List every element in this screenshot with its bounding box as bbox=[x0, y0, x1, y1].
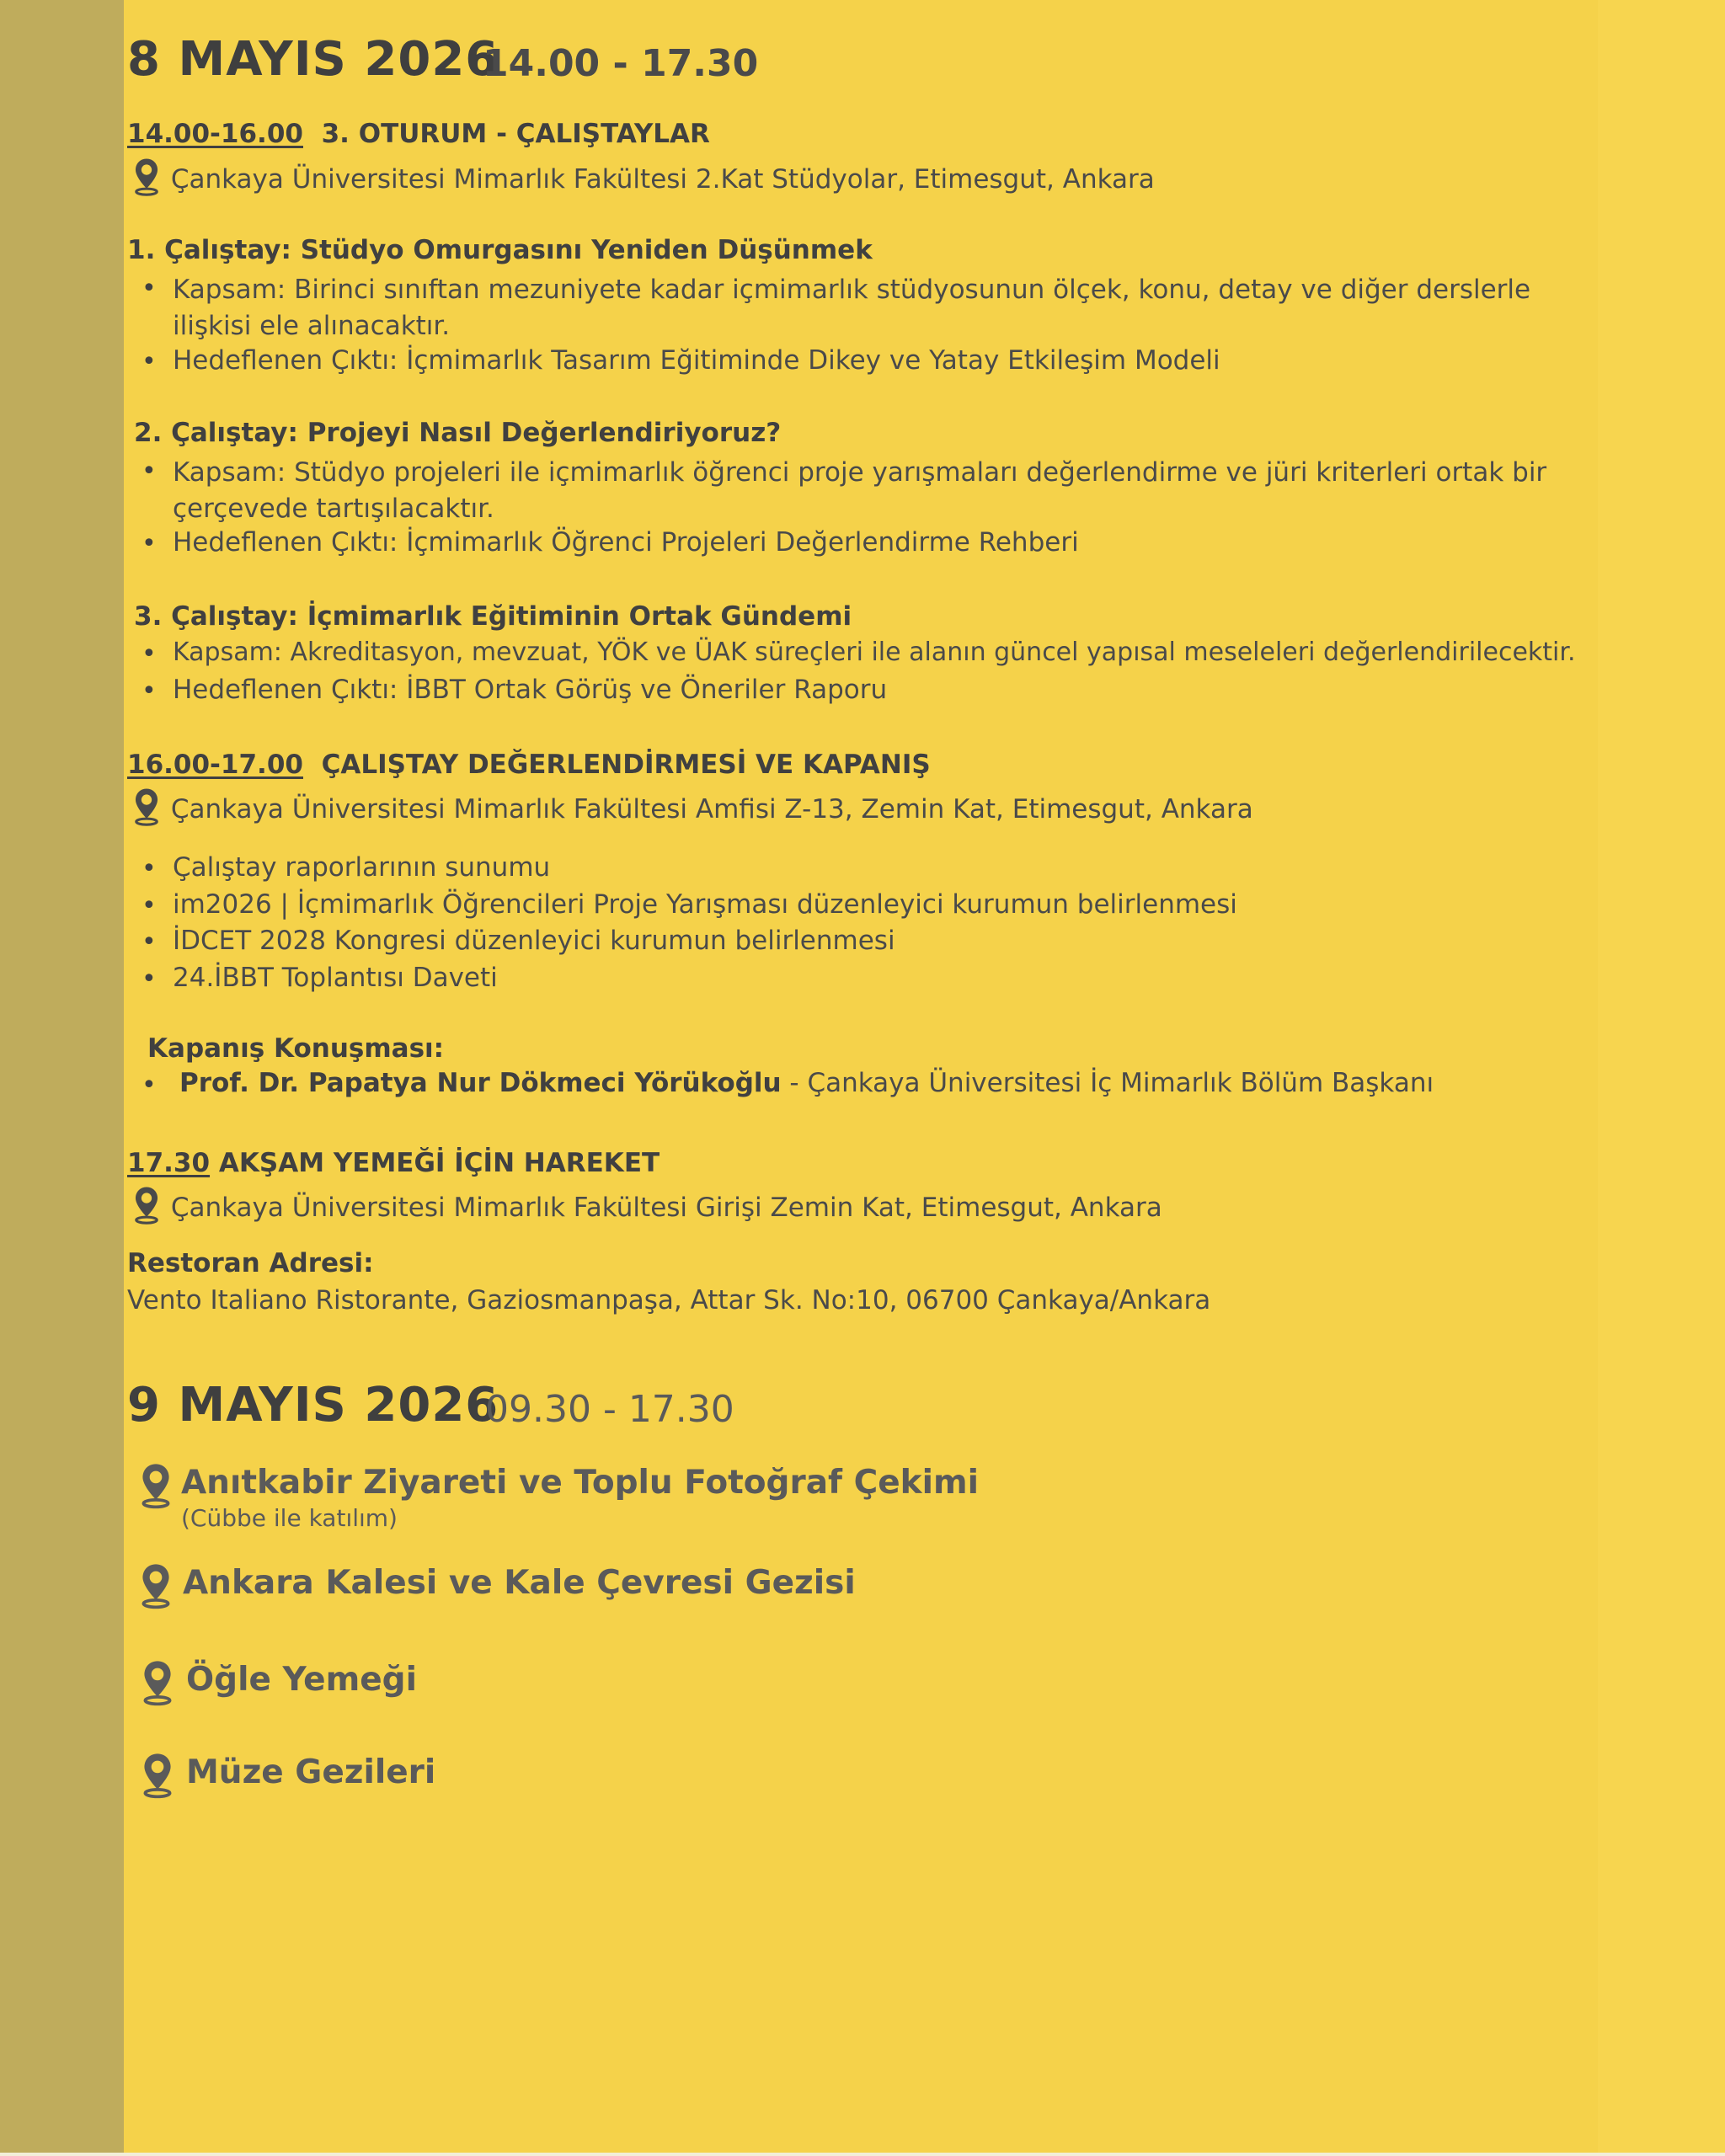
bullet-dot: • bbox=[142, 964, 157, 994]
location-pin-icon bbox=[131, 787, 163, 826]
session-time: 17.30 bbox=[127, 1148, 211, 1178]
item-title: Ankara Kalesi ve Kale Çevresi Gezisi bbox=[183, 1564, 856, 1602]
item-title: Anıtkabir Ziyareti ve Toplu Fotoğraf Çekimi bbox=[181, 1464, 979, 1502]
closing-item-3: İDCET 2028 Kongresi düzenleyici kurumun belirlenmesi bbox=[173, 926, 895, 956]
day1-date: 8 MAYIS 2026 bbox=[127, 32, 499, 87]
workshop-1-output: Hedeflenen Çıktı: İçmimarlık Tasarım Eğitiminde Dikey ve Yatay Etkileşim Modeli bbox=[173, 345, 1220, 376]
session-time: 16.00-17.00 bbox=[127, 750, 303, 780]
session-title: AKŞAM YEMEĞİ İÇİN HAREKET bbox=[218, 1148, 660, 1178]
session-heading-workshops bbox=[127, 119, 710, 149]
workshop-3-title: 3. Çalıştay: İçmimarlık Eğitiminin Ortak Gündemi bbox=[134, 601, 852, 632]
left-side-band bbox=[0, 0, 124, 2153]
session-heading-closing bbox=[127, 750, 931, 780]
bullet-dot: • bbox=[142, 676, 157, 706]
session-location bbox=[131, 157, 1155, 196]
bullet-dot: • bbox=[142, 456, 157, 486]
session-title: 3. OTURUM - ÇALIŞTAYLAR bbox=[321, 119, 710, 149]
location-pin-icon bbox=[139, 1752, 176, 1799]
session-time: 14.00-16.00 bbox=[127, 119, 303, 149]
location-text: Çankaya Üniversitesi Mimarlık Fakültesi Amfisi Z-13, Zemin Kat, Etimesgut, Ankara bbox=[170, 794, 1253, 825]
day2-date: 9 MAYIS 2026 bbox=[127, 1378, 499, 1433]
item-title: Müze Gezileri bbox=[186, 1753, 436, 1791]
closing-speech-label: Kapanış Konuşması: bbox=[147, 1033, 445, 1064]
workshop-1-title: 1. Çalıştay: Stüdyo Omurgasını Yeniden Düşünmek bbox=[127, 235, 873, 265]
bottom-edge bbox=[0, 2153, 1725, 2156]
closing-item-2: im2026 | İçmimarlık Öğrencileri Proje Yarışması düzenleyici kurumun belirlenmesi bbox=[173, 889, 1237, 920]
bullet-dot: • bbox=[142, 529, 157, 558]
location-pin-icon bbox=[139, 1659, 176, 1706]
workshop-3-scope: Kapsam: Akreditasyon, mevzuat, YÖK ve ÜAK süreçleri ile alanın güncel yapısal meseleleri değerlendirilecektir. bbox=[173, 638, 1576, 667]
session-location bbox=[131, 787, 1253, 826]
restaurant-address: Vento Italiano Ristorante, Gaziosmanpaşa, Attar Sk. No:10, 06700 Çankaya/Ankara bbox=[127, 1285, 1211, 1315]
location-pin-icon bbox=[131, 1186, 163, 1225]
session-location bbox=[131, 1186, 1162, 1225]
closing-item-1: Çalıştay raporlarının sunumu bbox=[173, 852, 551, 883]
session-title: ÇALIŞTAY DEĞERLENDİRMESİ VE KAPANIŞ bbox=[321, 750, 931, 780]
speaker-name: Prof. Dr. Papatya Nur Dökmeci Yörükoğlu bbox=[179, 1068, 782, 1098]
bullet-dot: • bbox=[142, 347, 157, 376]
workshop-2-output: Hedeflenen Çıktı: İçmimarlık Öğrenci Projeleri Değerlendirme Rehberi bbox=[173, 527, 1079, 558]
closing-speech-speaker bbox=[179, 1068, 1434, 1098]
speaker-role: - Çankaya Üniversitesi İç Mimarlık Bölüm Başkanı bbox=[781, 1068, 1434, 1098]
item-note: (Cübbe ile katılım) bbox=[181, 1504, 398, 1532]
location-pin-icon bbox=[137, 1462, 174, 1509]
bullet-dot: • bbox=[142, 1070, 157, 1100]
bullet-dot: • bbox=[142, 854, 157, 883]
location-text: Çankaya Üniversitesi Mimarlık Fakültesi 2.Kat Stüdyolar, Etimesgut, Ankara bbox=[170, 164, 1155, 195]
location-text: Çankaya Üniversitesi Mimarlık Fakültesi Girişi Zemin Kat, Etimesgut, Ankara bbox=[170, 1193, 1162, 1223]
closing-item-4: 24.İBBT Toplantısı Daveti bbox=[173, 963, 498, 993]
day2-time: 09.30 - 17.30 bbox=[485, 1388, 734, 1431]
bullet-dot: • bbox=[142, 639, 157, 669]
location-pin-icon bbox=[137, 1562, 174, 1609]
bullet-dot: • bbox=[142, 891, 157, 921]
item-title: Öğle Yemeği bbox=[186, 1661, 417, 1699]
right-side-band bbox=[1598, 0, 1725, 2156]
location-pin-icon bbox=[131, 157, 163, 196]
day1-time: 14.00 - 17.30 bbox=[483, 42, 759, 85]
session-heading-dinner bbox=[127, 1148, 660, 1178]
workshop-2-scope: Kapsam: Stüdyo projeleri ile içmimarlık öğrenci proje yarışmaları değerlendirme ve jüri kriterleri ortak bir çerçevede tartışılacaktır. bbox=[173, 457, 1547, 524]
bullet-dot: • bbox=[142, 927, 157, 957]
workshop-3-output: Hedeflenen Çıktı: İBBT Ortak Görüş ve Öneriler Raporu bbox=[173, 675, 888, 705]
workshop-2-title: 2. Çalıştay: Projeyi Nasıl Değerlendiriyoruz? bbox=[134, 418, 782, 448]
bullet-dot: • bbox=[142, 274, 157, 303]
workshop-1-scope: Kapsam: Birinci sınıftan mezuniyete kadar içmimarlık stüdyosunun ölçek, konu, detay ve diğer derslerle ilişkisi ele alınacaktır. bbox=[173, 275, 1531, 341]
restaurant-label: Restoran Adresi: bbox=[127, 1248, 374, 1278]
